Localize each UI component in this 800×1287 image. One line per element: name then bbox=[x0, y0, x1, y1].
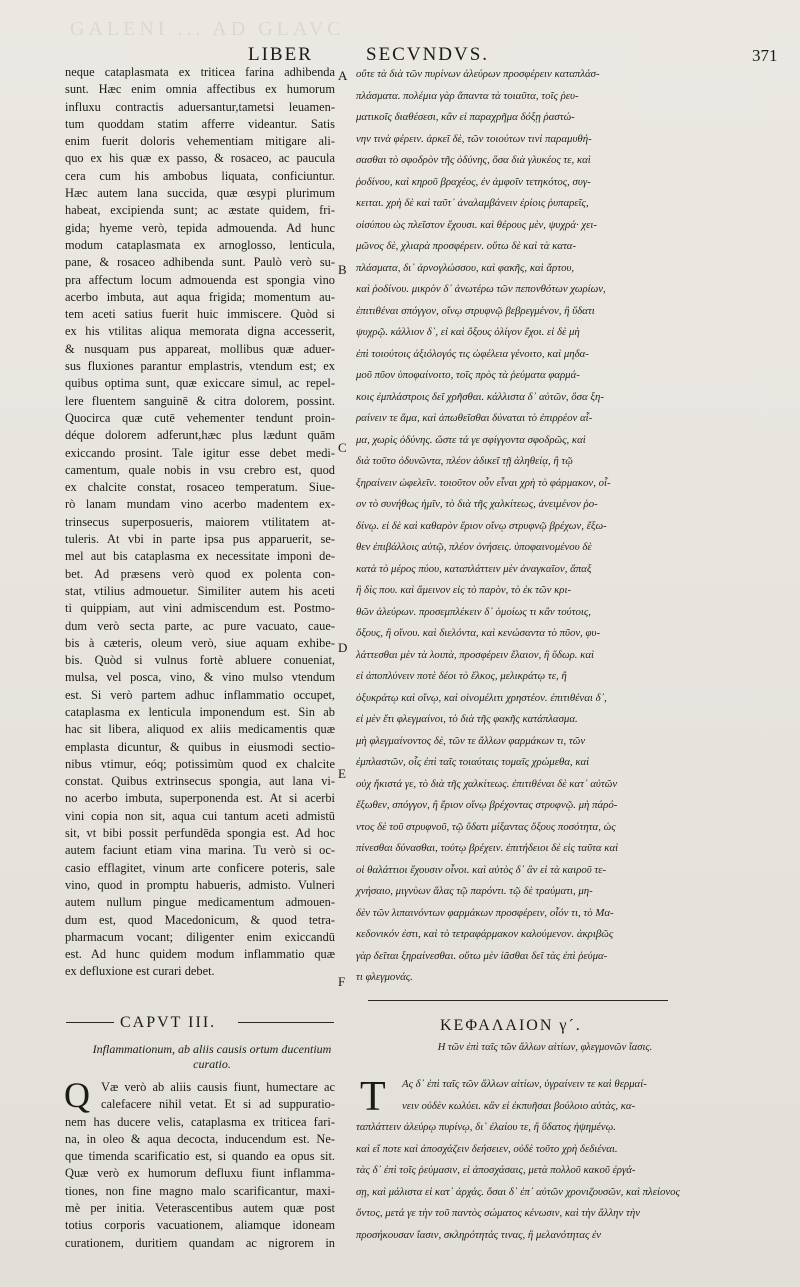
text-line: totius corporis vacuationem, aliamque idoneam bbox=[65, 1218, 335, 1233]
text-line: lere fluentem sanguinē & citra dolorem, possint. bbox=[65, 393, 335, 408]
text-line: sus fluxiones parantur emplastris, vtendum est; ex bbox=[65, 359, 335, 374]
text-line: ψυχρῷ. κάλλιον δ᾽, εἰ καὶ ὄξους ὀλίγον ἔχοι. εἰ δὲ μὴ bbox=[356, 326, 580, 338]
margin-letter-d: D bbox=[338, 640, 348, 655]
text-line: οἱ θαλάττιοι ἔχουσιν οἶνοι. καὶ αὐτὸς δ᾽ ἂν εἰ τὰ καιροῦ τε- bbox=[356, 863, 607, 876]
chapter-subtitle-greek: Η τῶν ἐπὶ ταῖς τῶν ἄλλων αἰτίων, φλεγμονῶν ἴασις. bbox=[437, 1042, 653, 1053]
text-line: quo ex his quæ ex passo, & rosaceo, ac paucula bbox=[65, 151, 335, 166]
text-line: quibus optima sunt, quæ exiccare simul, ac repel- bbox=[65, 376, 335, 391]
text-line: διὰ τοῦτο ὀδυνῶντα, πλέον ἀδικεῖ τῇ ἀληθείᾳ, ἢ τῷ bbox=[356, 455, 573, 467]
text-line: θεν ἐπιβάλλοις αὐτῷ, πλέον ὀνήσεις. ὑποφαινομένου δὲ bbox=[356, 541, 592, 553]
text-line: Quocirca quæ cutē vehementer tendunt proin- bbox=[65, 410, 335, 425]
text-line: Quæ verò ex humorum defluxu fiunt inflamma- bbox=[65, 1166, 335, 1181]
text-line: dum verò secta parte, ac pure vacuato, caue- bbox=[65, 618, 335, 633]
text-line: nibus vtimur, eóq; potissimùm quod ex chalcite bbox=[65, 756, 335, 771]
text-line: ῥοδίνου, καὶ κηροῦ βραχέος, ἐν ἀμφοῖν τετηκότος, συγ- bbox=[356, 175, 591, 188]
greek-chapter-top-rule bbox=[368, 1000, 668, 1001]
text-line: tuleris. At vbi in parte ipsa pus apparuerit, se- bbox=[65, 532, 335, 547]
text-line: calefacere nihil vetat. Et si ad suppuratio- bbox=[101, 1097, 335, 1112]
latin-chapter-body bbox=[64, 1075, 335, 1252]
text-line: ex his vtilitas aliqua memorata digna accesserit, bbox=[65, 324, 335, 339]
text-line: κειται. χρὴ δὲ καὶ ταῦτ᾽ ἀναλαμβάνειν ἐρίοις ῥυπαρεῖς, bbox=[356, 197, 589, 209]
text-line: habeat, excipienda sunt; ac æstate quidem, fri- bbox=[65, 203, 335, 218]
text-line: γὰρ δεῖται ξηραίνεσθαι. οὕτω μὲν ἰᾶσθαι δεῖ τὰς ἐπὶ ῥεύμα- bbox=[356, 949, 608, 962]
text-line: Hæc autem lana succida, quæ œsypi plurimum bbox=[65, 186, 335, 201]
text-line: pane, & rosaceo adhibenda sunt. Paulò verò su- bbox=[65, 255, 335, 270]
dropcap-latin: Q bbox=[64, 1075, 90, 1115]
text-line: ταπλάττειν ἀλεύρῳ πυρίνῳ, δι᾽ ἐλαίου τε, ἢ ὕδατος ἡψημένῳ. bbox=[356, 1121, 616, 1133]
text-line: cataplasma ex lenticula imponendum est. Sin ab bbox=[65, 704, 335, 719]
text-line: vino, quod in promptu habueris, admisto. Vulneri bbox=[65, 877, 335, 892]
text-line: bet. Ad præsens verò quod ex polenta con- bbox=[65, 566, 335, 581]
text-line: curationem, duritiem quandam ac nigrorem in bbox=[65, 1235, 335, 1250]
text-line: bis. Quòd si vulnus fortè abluere conueniat, bbox=[65, 653, 335, 668]
text-line: gida; hyeme verò, tepida admouenda. Ad hunc bbox=[65, 220, 335, 235]
text-line: cera cum his ambobus liquata, conficiuntur. bbox=[65, 168, 335, 183]
text-line: κεδονικόν ἐστι, καὶ τὸ τετραφάρμακον καλούμενον. ἀκριβῶς bbox=[356, 928, 614, 940]
text-line: πλάσματα, δι᾽ ἀρνογλώσσου, καὶ φακῆς, καὶ ἄρτου, bbox=[356, 261, 575, 274]
dropcap-greek: T bbox=[360, 1074, 386, 1120]
text-line: προσήκουσαν ἴασιν, σκληρότητάς τινας, ἢ μελανότητας ἐν bbox=[356, 1228, 602, 1241]
text-line: μὴ φλεγμαίνοντος δὲ, τῶν τε ἄλλων φαρμάκων τι, τῶν bbox=[356, 734, 586, 747]
text-line: ἢ δὶς που. καὶ ἄμεινον εἰς τὸ παρὸν, τὸ ἐκ τῶν κρι- bbox=[356, 584, 572, 596]
text-line: Væ verò ab aliis causis fiunt, humectare ac bbox=[101, 1080, 335, 1094]
text-line: νειν οὐδὲν κωλύει. κἂν εἰ ἐκπυῆσαι βούλοιο αὐτὰς, κα- bbox=[402, 1099, 636, 1112]
chapter-subtitle-latin: Inflammationum, ab aliis causis ortum ducentium curatio. bbox=[92, 1042, 332, 1071]
margin-letter-f: F bbox=[338, 974, 346, 989]
text-line: pharmacum vocant; diligenter enim exiccandū bbox=[65, 929, 335, 944]
text-line: θῶν ἀλεύρων. προσεμπλέκειν δ᾽ ὁμοίως τι κἂν τούτοις, bbox=[356, 605, 591, 618]
text-line: sunt. Hæc enim omnia affectibus ex humorum bbox=[65, 82, 335, 97]
text-line: neque cataplasmata ex triticea farina adhibenda bbox=[65, 65, 335, 79]
text-line: ti quippiam, aut vini admiscendum est. Postmo- bbox=[65, 601, 335, 616]
text-line: tem aceti satius fuerit huic immiscere. Quòd si bbox=[65, 307, 335, 322]
text-line: ὄξους, ἢ οἴνου. καὶ διελόντα, καὶ κενώσαντα τὸ πῦον, φυ- bbox=[356, 627, 601, 639]
text-line: autem faciunt etiam vina marina. Tu verò si oc- bbox=[65, 843, 335, 858]
text-line: ex defluxione est curari debet. bbox=[65, 964, 215, 979]
text-line: rò lanam mundam vino acerbo madentem ex- bbox=[65, 497, 335, 512]
text-line: μῶνος δὲ, χλιαρὰ προσφέρειν. οὕτω δὲ καὶ τὰ κατα- bbox=[356, 240, 577, 252]
text-line: Ας δ᾽ ἐπὶ ταῖς τῶν ἄλλων αἰτίων, ὑγραίνειν τε καὶ θερμαί- bbox=[402, 1078, 647, 1090]
text-line: acerbo imbuta, aut aqua frigida; momentum au- bbox=[65, 289, 335, 304]
text-line: εἰ μὲν ἔτι φλεγμαίνοι, τὸ διὰ τῆς φακῆς κατάπλασμα. bbox=[356, 713, 578, 725]
text-line: ἐπὶ τοιούτοις ἀξιόλογός τις ὠφέλεια γένοιτο, καὶ μηδα- bbox=[356, 347, 589, 360]
text-line: dum est, quod Macedonicum, & quod tetra- bbox=[65, 912, 335, 927]
greek-column bbox=[356, 64, 718, 989]
text-line: τὰς δ᾽ ἐπὶ τοῖς ῥεύμασιν, εἰ ἀποσχάσαις, μετὰ πολλοῦ κακοῦ ἐργά- bbox=[356, 1164, 636, 1176]
text-line: ὄντος, μετά γε τὴν τοῦ παντὸς σώματος κένωσιν, καὶ τὴν ἄλλην τὴν bbox=[356, 1207, 640, 1219]
text-line: κοις ἐμπλάστροις δεῖ χρῆσθαι. κάλλιστα δ᾽ αὐτῶν, ὅσα ξη- bbox=[356, 390, 604, 403]
text-line: déque dolorem adferunt,hæc plus lædunt quām bbox=[65, 428, 335, 443]
text-line: σῃ, καὶ μάλιστα εἰ κατ᾽ ἀρχάς. ὅσαι δ᾽ ἐπ᾽ αὐτῶν χρονιζουσῶν, καὶ πλείονος bbox=[356, 1185, 680, 1198]
text-line: ὀξυκράτῳ καὶ οἴνῳ, καὶ οἰνομέλιτι χρηστέον. ἐπιτιθέναι δ᾽, bbox=[356, 691, 607, 704]
text-line: exiccando prosint. Tale igitur esse debet medi- bbox=[65, 445, 335, 460]
text-line: ex chalcite constat, rosaceo temperatum. Siue- bbox=[65, 480, 335, 495]
text-line: ἔξωθεν, σπόγγον, ἢ ἔριον οἴνῳ βρέχοντας στρυφνῷ. μὴ πάρό- bbox=[356, 799, 618, 811]
text-line: οὔτε τὰ διὰ τῶν πυρίνων ἀλεύρων προσφέρειν καταπλάσ- bbox=[356, 68, 600, 80]
text-line: καὶ εἴ ποτε καὶ ἀποσχάζειν δεήσειεν, οὐδὲ τοῦτο χρὴ δεδιέναι. bbox=[356, 1142, 618, 1155]
text-line: mulsa, vel posca, vino, & vino mulso vtendum bbox=[65, 670, 335, 685]
running-header bbox=[0, 44, 800, 66]
latin-column bbox=[65, 64, 335, 981]
text-line: ραίνειν τε ἅμα, καὶ ἀπωθεῖσθαι δύναται τὸ ἐπιρρέον αἷ- bbox=[356, 412, 593, 424]
text-line: autem nullum pingue medicamentum admouen- bbox=[65, 895, 335, 910]
text-line: que timenda scarificatio est, si quando ea opus sit. bbox=[65, 1149, 335, 1164]
text-line: emplasta dicuntur, & quibus in eiusmodi sectio- bbox=[65, 739, 335, 754]
text-line: & nusquam pus appareat, mollibus quæ aduer- bbox=[65, 341, 335, 356]
margin-letter-c: C bbox=[338, 440, 347, 455]
text-line: σασθαι τὸ σφοδρὸν τῆς ὀδύνης, ὅσα διὰ γλυκέος τε, καὶ bbox=[356, 154, 591, 166]
text-line: εἰ ἀποπλύνειν ποτὲ δέοι τὸ ἕλκος, μελικράτῳ τε, ἢ bbox=[356, 670, 567, 682]
chapter-rule-left bbox=[66, 1022, 114, 1023]
margin-letter-e: E bbox=[338, 766, 346, 781]
text-line: χνήσαιο, μιγνὺων ἅλας τῷ παρόντι. τῷ δὲ τραύματι, μη- bbox=[356, 885, 593, 897]
text-line: οἰσύπου ὡς πλεῖστον ἔχουσι. καὶ θέρους μὲν, ψυχρά· χει- bbox=[356, 218, 597, 231]
text-line: pra affectum locum admouenda est spongia vino bbox=[65, 272, 335, 287]
text-line: trinsecus superposueris, maiorem vtilitatem at- bbox=[65, 514, 335, 529]
chapter-title-greek: ΚΕΦΑΛΑΙΟΝ γ´. bbox=[440, 1017, 582, 1034]
text-line: bis à cæteris, oleum verò, siue aquam exhibe- bbox=[65, 635, 335, 650]
text-line: πίνεσθαι δύνασθαι, τούτῳ βρέχειν. ἐπιτήδειοι δὲ εἰς ταῦτα καὶ bbox=[356, 842, 619, 854]
text-line: ον τὸ συνήθως ἡμῖν, τὸ διὰ τῆς χαλκίτεως, ἀνειμένον ῥο- bbox=[356, 498, 598, 510]
text-line: modum cataplasmata ex arnoglosso, lenticula, bbox=[65, 237, 335, 252]
text-line: na, in oleo & aqua decocta, inducendum est. Ne- bbox=[65, 1131, 335, 1146]
text-line: καὶ ῥοδίνου. μικρὸν δ᾽ ἀνωτέρω τῶν πεπονθότων χωρίων, bbox=[356, 283, 606, 295]
text-line: est. Si verò partem adhuc inflammatio occupet, bbox=[65, 687, 335, 702]
margin-letter-a: A bbox=[338, 68, 348, 83]
header-liber: LIBER bbox=[248, 44, 313, 65]
header-secundus: SECVNDVS. bbox=[366, 44, 490, 65]
text-line: ντος δὲ τοῦ στρυφνοῦ, τῷ ὕδατι μίξαντας ὄξους ποσότητα, ὡς bbox=[356, 820, 616, 833]
text-line: mel aut bis cataplasma ex necessitate imponi de- bbox=[65, 549, 335, 564]
text-line: influxu contractis aduersantur,tametsi leuamen- bbox=[65, 99, 335, 114]
text-line: δίνῳ. εἰ δὲ καὶ καθαρὸν ἔριον οἴνῳ στρυφνῷ βρέχων, ἔξω- bbox=[356, 519, 607, 532]
text-line: ἐπιτιθέναι σπόγγον, οἴνῳ στρυφνῷ βεβρεγμένον, ἢ ὕδατι bbox=[356, 304, 595, 317]
text-line: μοῦ πῦον ὑποφαίνοιτο, τοῖς πρὸς τὰ ῥεύματα φαρμά- bbox=[356, 369, 580, 381]
chapter-title-latin: CAPVT III. bbox=[120, 1014, 217, 1031]
text-line: οὐχ ἥκιστά γε, τὸ διὰ τῆς χαλκίτεως. ἐπιτιθέναι δὲ κατ᾽ αὐτῶν bbox=[356, 777, 618, 790]
text-line: est. Ad hunc quidem modum inflammatio quæ bbox=[65, 947, 335, 962]
text-line: πλάσματα. πολέμια γὰρ ἅπαντα τὰ τοιαῦτα, τοῖς ῥευ- bbox=[356, 89, 579, 102]
text-line: vini copia non sit, aqua cui tantum aceti admistū bbox=[65, 808, 335, 823]
text-line: hac sit libera, aliquod ex aliis medicamentis quæ bbox=[65, 722, 335, 737]
text-line: sit, vt bibi possit perfundēda spongia est. Ad hoc bbox=[65, 826, 335, 841]
greek-chapter-body bbox=[356, 1074, 718, 1246]
text-line: mè per initia. Veterascentibus autem quæ post bbox=[65, 1201, 335, 1216]
text-line: no acerbo imbuta, superponenda est. At si acerbi bbox=[65, 791, 335, 806]
text-line: tum quoddam statim afferre videantur. Satis bbox=[65, 116, 335, 131]
text-line: stat, vtilius admouetur. Similiter autem his aceti bbox=[65, 583, 335, 598]
text-line: κατὰ τὸ μέρος πύου, καταπλάττειν μὲν ἀναγκαῖον, ἅπαξ bbox=[356, 562, 592, 575]
text-line: camentum, quale nobis in vsu crebro est, quod bbox=[65, 462, 335, 477]
text-line: casio efflagitet, vinum arte conficere poteris, sale bbox=[65, 860, 335, 875]
text-line: ξηραίνειν ὠφελεῖν. τοιοῦτον οὖν εἶναι χρὴ τὸ φάρμακον, οἷ- bbox=[356, 476, 611, 489]
page-number: 371 bbox=[752, 46, 778, 65]
chapter-rule-right bbox=[238, 1022, 334, 1023]
bleed-through-text: GALENI ... AD GLAVC bbox=[70, 18, 345, 40]
text-line: δὲν τῶν λιπαινόντων φαρμάκων προσφέρειν, οἷόν τι, τὸ Μα- bbox=[356, 906, 614, 919]
text-line: nem has ducere velis, cataplasma ex triticea fari- bbox=[65, 1114, 335, 1129]
text-line: ματικοῖς διαθέσεσι, κἂν εἰ παραχρῆμα δόξῃ ῥαστώ- bbox=[356, 111, 575, 123]
text-line: ἐμπλαστῶν, οἷς ἐπὶ ταῖς τοιαύταις τομαῖς χρώμεθα, καὶ bbox=[356, 756, 590, 768]
text-line: enim fuerit doloris vehementiam mitigare ali- bbox=[65, 134, 335, 149]
margin-letter-b: B bbox=[338, 262, 347, 277]
text-line: λάττεσθαι μὲν τὰ λοιπὰ, προσφέρειν ἔλαιον, ἢ ὕδωρ. καὶ bbox=[356, 648, 595, 661]
text-line: tiones, non fine magno malo scarificantur, maxi- bbox=[65, 1183, 335, 1198]
text-line: τι φλεγμονάς. bbox=[356, 971, 413, 983]
text-line: μα, χωρὶς ὀδύνης. ὥστε τά γε σφίγγοντα σφοδρῶς, καὶ bbox=[356, 433, 586, 446]
text-line: νην τινὰ φέρειν. ἀρκεῖ δὲ, τῶν τοιούτων τινὶ παραμυθή- bbox=[356, 132, 592, 145]
text-line: constat. Quibus extrinsecus spongia, aut lana vi- bbox=[65, 774, 335, 789]
